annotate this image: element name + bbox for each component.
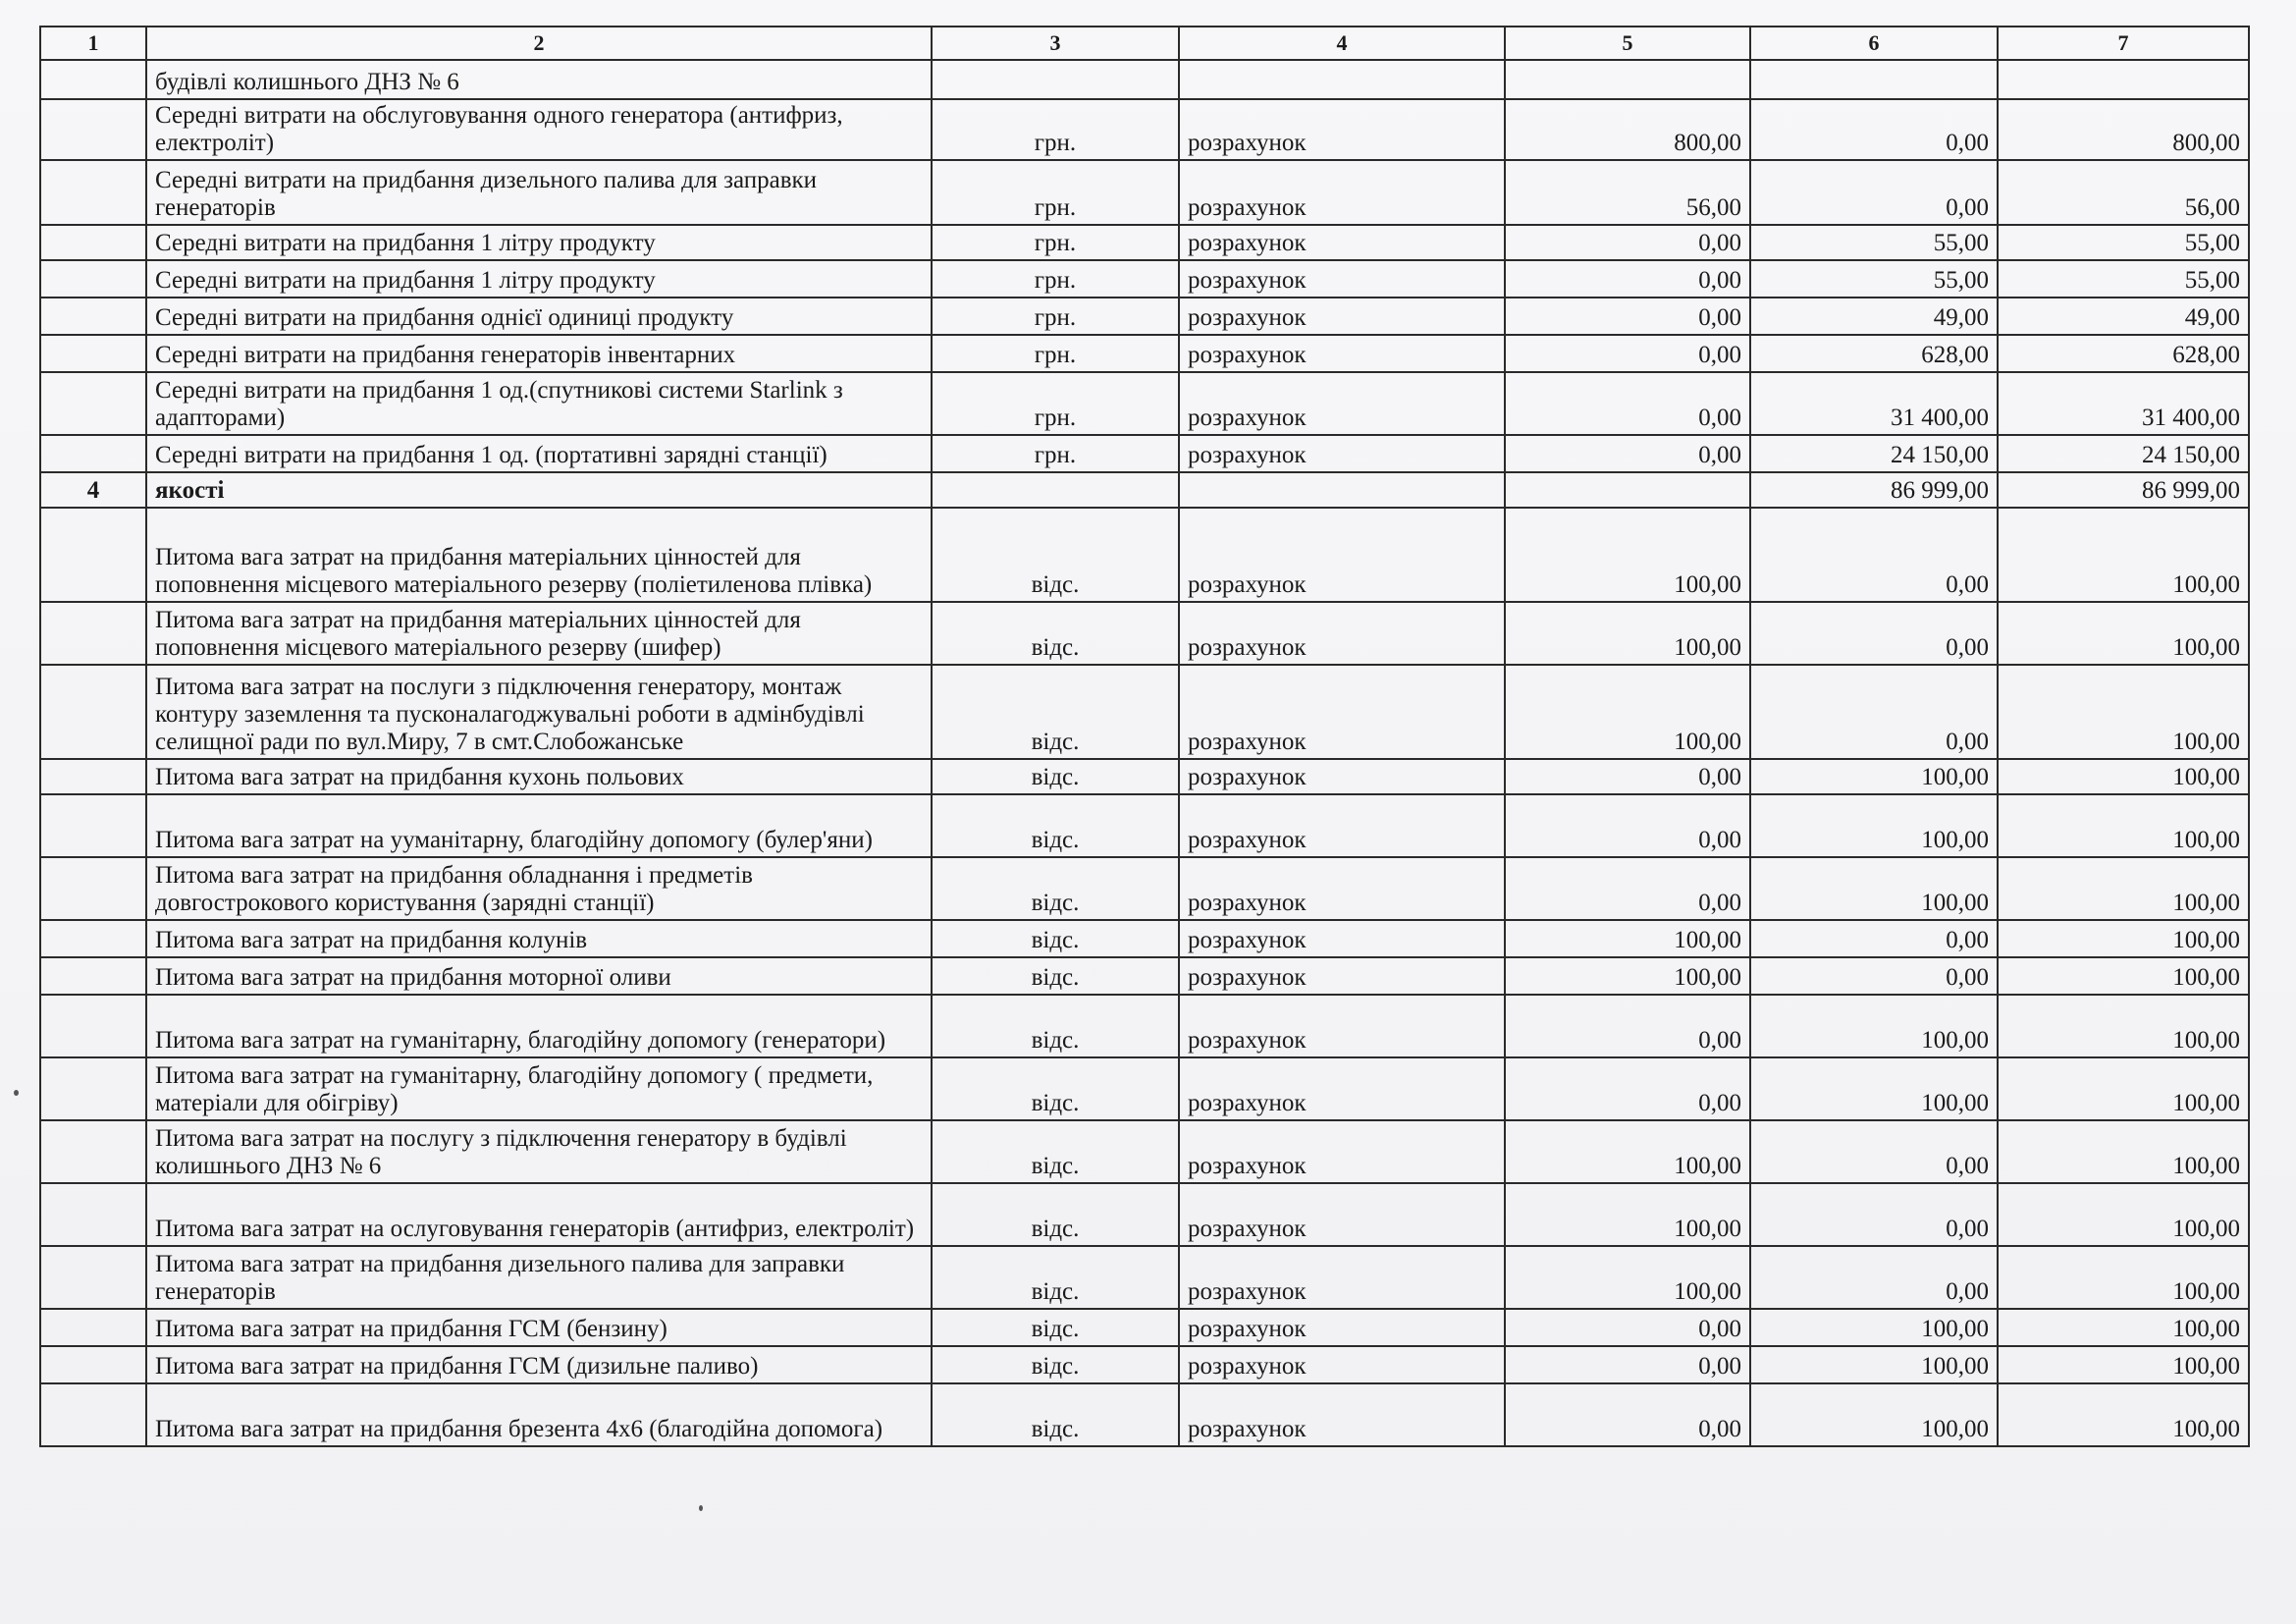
value-col-7: 55,00 bbox=[1998, 260, 2249, 298]
row-number bbox=[40, 60, 146, 99]
indicator-name: Питома вага затрат на послуги з підключення генератору, монтаж контуру заземлення та пусконалагоджувальні роботи в адмінбудівлі селищної ради по вул.Миру, 7 в смт.Слобожанське bbox=[146, 665, 932, 759]
data-source: розрахунок bbox=[1179, 759, 1505, 794]
data-source: розрахунок bbox=[1179, 1309, 1505, 1346]
value-col-7: 100,00 bbox=[1998, 1246, 2249, 1309]
value-col-6: 100,00 bbox=[1750, 1057, 1998, 1120]
header-col-4: 4 bbox=[1179, 27, 1505, 60]
value-col-6: 0,00 bbox=[1750, 1120, 1998, 1183]
indicator-name: Питома вага затрат на придбання моторної оливи bbox=[146, 957, 932, 995]
unit-of-measure: відс. bbox=[932, 857, 1179, 920]
header-col-6: 6 bbox=[1750, 27, 1998, 60]
indicator-name: Питома вага затрат на придбання ГСМ (дизильне паливо) bbox=[146, 1346, 932, 1383]
table-row bbox=[40, 435, 2249, 472]
value-col-7: 100,00 bbox=[1998, 794, 2249, 857]
value-col-5: 0,00 bbox=[1505, 857, 1750, 920]
row-number bbox=[40, 298, 146, 335]
unit-of-measure: відс. bbox=[932, 759, 1179, 794]
value-col-7: 100,00 bbox=[1998, 665, 2249, 759]
indicator-name: Питома вага затрат на придбання ГСМ (бензину) bbox=[146, 1309, 932, 1346]
row-number bbox=[40, 1120, 146, 1183]
data-source: розрахунок bbox=[1179, 1120, 1505, 1183]
table-row bbox=[40, 1057, 2249, 1120]
unit-of-measure: відс. bbox=[932, 1057, 1179, 1120]
column-number-header bbox=[40, 27, 2249, 60]
value-col-7: 100,00 bbox=[1998, 1057, 2249, 1120]
indicator-name: Середні витрати на придбання 1 од.(спутникові системи Starlink з адапторами) bbox=[146, 372, 932, 435]
value-col-6: 0,00 bbox=[1750, 665, 1998, 759]
indicator-name: Питома вага затрат на ослуговування генераторів (антифриз, електроліт) bbox=[146, 1183, 932, 1246]
table-row bbox=[40, 298, 2249, 335]
value-col-5: 0,00 bbox=[1505, 372, 1750, 435]
row-number bbox=[40, 1246, 146, 1309]
unit-of-measure: грн. bbox=[932, 99, 1179, 160]
value-col-7: 24 150,00 bbox=[1998, 435, 2249, 472]
indicator-name: Питома вага затрат на придбання дизельного палива для заправки генераторів bbox=[146, 1246, 932, 1309]
data-source: розрахунок bbox=[1179, 665, 1505, 759]
unit-of-measure: грн. bbox=[932, 160, 1179, 225]
table-row bbox=[40, 1309, 2249, 1346]
row-number: 4 bbox=[40, 472, 146, 508]
table-row bbox=[40, 920, 2249, 957]
table-row bbox=[40, 372, 2249, 435]
value-col-6: 628,00 bbox=[1750, 335, 1998, 372]
indicator-name: Питома вага затрат на придбання обладнання і предметів довгострокового користування (зарядні станції) bbox=[146, 857, 932, 920]
data-source: розрахунок bbox=[1179, 508, 1505, 602]
table-row bbox=[40, 1346, 2249, 1383]
data-source: розрахунок bbox=[1179, 298, 1505, 335]
data-source bbox=[1179, 60, 1505, 99]
data-source: розрахунок bbox=[1179, 957, 1505, 995]
table-row bbox=[40, 225, 2249, 260]
row-number bbox=[40, 1183, 146, 1246]
value-col-7: 100,00 bbox=[1998, 1383, 2249, 1446]
scan-speck bbox=[699, 1505, 703, 1511]
table-row bbox=[40, 995, 2249, 1057]
row-number bbox=[40, 335, 146, 372]
row-number bbox=[40, 957, 146, 995]
indicator-name: Середні витрати на придбання дизельного палива для заправки генераторів bbox=[146, 160, 932, 225]
indicator-name: будівлі колишнього ДНЗ № 6 bbox=[146, 60, 932, 99]
row-number bbox=[40, 602, 146, 665]
table-row bbox=[40, 602, 2249, 665]
indicator-name: Середні витрати на придбання 1 од. (портативні зарядні станції) bbox=[146, 435, 932, 472]
data-source: розрахунок bbox=[1179, 1346, 1505, 1383]
unit-of-measure: грн. bbox=[932, 298, 1179, 335]
indicator-name: Питома вага затрат на ууманітарну, благодійну допомогу (булер'яни) bbox=[146, 794, 932, 857]
value-col-6: 100,00 bbox=[1750, 794, 1998, 857]
table-row bbox=[40, 759, 2249, 794]
value-col-5: 0,00 bbox=[1505, 1057, 1750, 1120]
row-number bbox=[40, 794, 146, 857]
header-col-1: 1 bbox=[40, 27, 146, 60]
row-number bbox=[40, 160, 146, 225]
data-source: розрахунок bbox=[1179, 995, 1505, 1057]
unit-of-measure: відс. bbox=[932, 1246, 1179, 1309]
unit-of-measure: відс. bbox=[932, 995, 1179, 1057]
scan-speck bbox=[14, 1090, 19, 1096]
value-col-7: 800,00 bbox=[1998, 99, 2249, 160]
value-col-7: 56,00 bbox=[1998, 160, 2249, 225]
indicator-name: Середні витрати на придбання 1 літру продукту bbox=[146, 225, 932, 260]
value-col-5: 100,00 bbox=[1505, 1183, 1750, 1246]
indicator-name: Питома вага затрат на придбання матеріальних цінностей для поповнення місцевого матеріального резерву (шифер) bbox=[146, 602, 932, 665]
table-row bbox=[40, 335, 2249, 372]
data-source bbox=[1179, 472, 1505, 508]
value-col-7: 100,00 bbox=[1998, 995, 2249, 1057]
table-row bbox=[40, 260, 2249, 298]
value-col-7: 49,00 bbox=[1998, 298, 2249, 335]
value-col-6: 0,00 bbox=[1750, 957, 1998, 995]
section-row bbox=[40, 472, 2249, 508]
data-source: розрахунок bbox=[1179, 1383, 1505, 1446]
row-number bbox=[40, 435, 146, 472]
value-col-5: 100,00 bbox=[1505, 602, 1750, 665]
value-col-5 bbox=[1505, 60, 1750, 99]
value-col-5: 0,00 bbox=[1505, 298, 1750, 335]
indicator-name: Середні витрати на придбання генераторів інвентарних bbox=[146, 335, 932, 372]
indicator-name: Середні витрати на обслуговування одного генератора (антифриз, електроліт) bbox=[146, 99, 932, 160]
value-col-6: 49,00 bbox=[1750, 298, 1998, 335]
header-col-7: 7 bbox=[1998, 27, 2249, 60]
indicator-name: Питома вага затрат на придбання матеріальних цінностей для поповнення місцевого матеріального резерву (поліетиленова плівка) bbox=[146, 508, 932, 602]
unit-of-measure: відс. bbox=[932, 1183, 1179, 1246]
value-col-5: 0,00 bbox=[1505, 225, 1750, 260]
value-col-6: 100,00 bbox=[1750, 759, 1998, 794]
value-col-7: 100,00 bbox=[1998, 1183, 2249, 1246]
row-number bbox=[40, 1057, 146, 1120]
value-col-6: 0,00 bbox=[1750, 920, 1998, 957]
indicator-name: Питома вага затрат на придбання колунів bbox=[146, 920, 932, 957]
unit-of-measure: грн. bbox=[932, 372, 1179, 435]
row-number bbox=[40, 508, 146, 602]
value-col-5 bbox=[1505, 472, 1750, 508]
indicator-name: Питома вага затрат на гуманітарну, благодійну допомогу (генератори) bbox=[146, 995, 932, 1057]
indicator-name: якості bbox=[146, 472, 932, 508]
data-source: розрахунок bbox=[1179, 225, 1505, 260]
value-col-5: 0,00 bbox=[1505, 794, 1750, 857]
value-col-7: 100,00 bbox=[1998, 857, 2249, 920]
data-source: розрахунок bbox=[1179, 794, 1505, 857]
unit-of-measure: відс. bbox=[932, 1309, 1179, 1346]
indicator-name: Середні витрати на придбання однієї одиниці продукту bbox=[146, 298, 932, 335]
data-source: розрахунок bbox=[1179, 857, 1505, 920]
indicator-name: Питома вага затрат на послугу з підключення генератору в будівлі колишнього ДНЗ № 6 bbox=[146, 1120, 932, 1183]
value-col-5: 100,00 bbox=[1505, 957, 1750, 995]
value-col-7: 31 400,00 bbox=[1998, 372, 2249, 435]
row-number bbox=[40, 99, 146, 160]
data-source: розрахунок bbox=[1179, 1246, 1505, 1309]
unit-of-measure: відс. bbox=[932, 794, 1179, 857]
value-col-5: 0,00 bbox=[1505, 260, 1750, 298]
row-number bbox=[40, 759, 146, 794]
unit-of-measure: відс. bbox=[932, 665, 1179, 759]
row-number bbox=[40, 920, 146, 957]
table-row bbox=[40, 957, 2249, 995]
header-col-3: 3 bbox=[932, 27, 1179, 60]
data-source: розрахунок bbox=[1179, 160, 1505, 225]
value-col-6: 0,00 bbox=[1750, 1183, 1998, 1246]
value-col-6: 100,00 bbox=[1750, 995, 1998, 1057]
table-row bbox=[40, 160, 2249, 225]
value-col-6: 0,00 bbox=[1750, 508, 1998, 602]
indicator-name: Питома вага затрат на придбання кухонь польових bbox=[146, 759, 932, 794]
data-source: розрахунок bbox=[1179, 1183, 1505, 1246]
row-number bbox=[40, 1383, 146, 1446]
table-row bbox=[40, 1183, 2249, 1246]
row-number bbox=[40, 857, 146, 920]
indicator-name: Питома вага затрат на гуманітарну, благодійну допомогу ( предмети, матеріали для обігріву) bbox=[146, 1057, 932, 1120]
value-col-5: 0,00 bbox=[1505, 435, 1750, 472]
row-number bbox=[40, 372, 146, 435]
value-col-6: 0,00 bbox=[1750, 1246, 1998, 1309]
value-col-6: 100,00 bbox=[1750, 1346, 1998, 1383]
value-col-5: 100,00 bbox=[1505, 665, 1750, 759]
value-col-6: 55,00 bbox=[1750, 225, 1998, 260]
value-col-5: 0,00 bbox=[1505, 995, 1750, 1057]
unit-of-measure: грн. bbox=[932, 435, 1179, 472]
value-col-7 bbox=[1998, 60, 2249, 99]
table-row bbox=[40, 1246, 2249, 1309]
value-col-7: 86 999,00 bbox=[1998, 472, 2249, 508]
data-source: розрахунок bbox=[1179, 260, 1505, 298]
value-col-5: 0,00 bbox=[1505, 335, 1750, 372]
value-col-5: 100,00 bbox=[1505, 1246, 1750, 1309]
value-col-5: 0,00 bbox=[1505, 1346, 1750, 1383]
value-col-6: 86 999,00 bbox=[1750, 472, 1998, 508]
table-row bbox=[40, 508, 2249, 602]
unit-of-measure: відс. bbox=[932, 920, 1179, 957]
value-col-6: 100,00 bbox=[1750, 1383, 1998, 1446]
value-col-7: 100,00 bbox=[1998, 1346, 2249, 1383]
value-col-7: 628,00 bbox=[1998, 335, 2249, 372]
table-row bbox=[40, 1120, 2249, 1183]
value-col-5: 0,00 bbox=[1505, 1383, 1750, 1446]
unit-of-measure bbox=[932, 60, 1179, 99]
value-col-5: 100,00 bbox=[1505, 1120, 1750, 1183]
value-col-7: 100,00 bbox=[1998, 602, 2249, 665]
value-col-5: 56,00 bbox=[1505, 160, 1750, 225]
header-col-5: 5 bbox=[1505, 27, 1750, 60]
value-col-6: 0,00 bbox=[1750, 602, 1998, 665]
data-source: розрахунок bbox=[1179, 602, 1505, 665]
value-col-6 bbox=[1750, 60, 1998, 99]
indicators-table bbox=[39, 26, 2250, 1447]
unit-of-measure: відс. bbox=[932, 1346, 1179, 1383]
unit-of-measure: грн. bbox=[932, 260, 1179, 298]
value-col-5: 0,00 bbox=[1505, 1309, 1750, 1346]
value-col-6: 100,00 bbox=[1750, 857, 1998, 920]
row-number bbox=[40, 225, 146, 260]
value-col-6: 31 400,00 bbox=[1750, 372, 1998, 435]
unit-of-measure: відс. bbox=[932, 1120, 1179, 1183]
value-col-7: 100,00 bbox=[1998, 1309, 2249, 1346]
data-source: розрахунок bbox=[1179, 335, 1505, 372]
row-number bbox=[40, 995, 146, 1057]
value-col-7: 100,00 bbox=[1998, 920, 2249, 957]
data-source: розрахунок bbox=[1179, 1057, 1505, 1120]
value-col-6: 24 150,00 bbox=[1750, 435, 1998, 472]
data-source: розрахунок bbox=[1179, 435, 1505, 472]
data-source: розрахунок bbox=[1179, 99, 1505, 160]
value-col-7: 55,00 bbox=[1998, 225, 2249, 260]
row-number bbox=[40, 665, 146, 759]
value-col-5: 100,00 bbox=[1505, 920, 1750, 957]
unit-of-measure: грн. bbox=[932, 335, 1179, 372]
value-col-5: 800,00 bbox=[1505, 99, 1750, 160]
unit-of-measure: відс. bbox=[932, 957, 1179, 995]
data-source: розрахунок bbox=[1179, 372, 1505, 435]
value-col-6: 100,00 bbox=[1750, 1309, 1998, 1346]
table-row bbox=[40, 665, 2249, 759]
header-col-2: 2 bbox=[146, 27, 932, 60]
value-col-7: 100,00 bbox=[1998, 957, 2249, 995]
value-col-6: 55,00 bbox=[1750, 260, 1998, 298]
unit-of-measure: грн. bbox=[932, 225, 1179, 260]
indicator-name: Питома вага затрат на придбання брезента 4х6 (благодійна допомога) bbox=[146, 1383, 932, 1446]
table-row bbox=[40, 99, 2249, 160]
row-number bbox=[40, 1309, 146, 1346]
table-row bbox=[40, 60, 2249, 99]
value-col-5: 100,00 bbox=[1505, 508, 1750, 602]
table-row bbox=[40, 857, 2249, 920]
unit-of-measure: відс. bbox=[932, 1383, 1179, 1446]
row-number bbox=[40, 260, 146, 298]
unit-of-measure: відс. bbox=[932, 508, 1179, 602]
row-number bbox=[40, 1346, 146, 1383]
value-col-6: 0,00 bbox=[1750, 160, 1998, 225]
table-row bbox=[40, 794, 2249, 857]
unit-of-measure: відс. bbox=[932, 602, 1179, 665]
value-col-5: 0,00 bbox=[1505, 759, 1750, 794]
value-col-7: 100,00 bbox=[1998, 759, 2249, 794]
data-source: розрахунок bbox=[1179, 920, 1505, 957]
table-row bbox=[40, 1383, 2249, 1446]
unit-of-measure bbox=[932, 472, 1179, 508]
value-col-6: 0,00 bbox=[1750, 99, 1998, 160]
value-col-7: 100,00 bbox=[1998, 508, 2249, 602]
value-col-7: 100,00 bbox=[1998, 1120, 2249, 1183]
indicator-name: Середні витрати на придбання 1 літру продукту bbox=[146, 260, 932, 298]
